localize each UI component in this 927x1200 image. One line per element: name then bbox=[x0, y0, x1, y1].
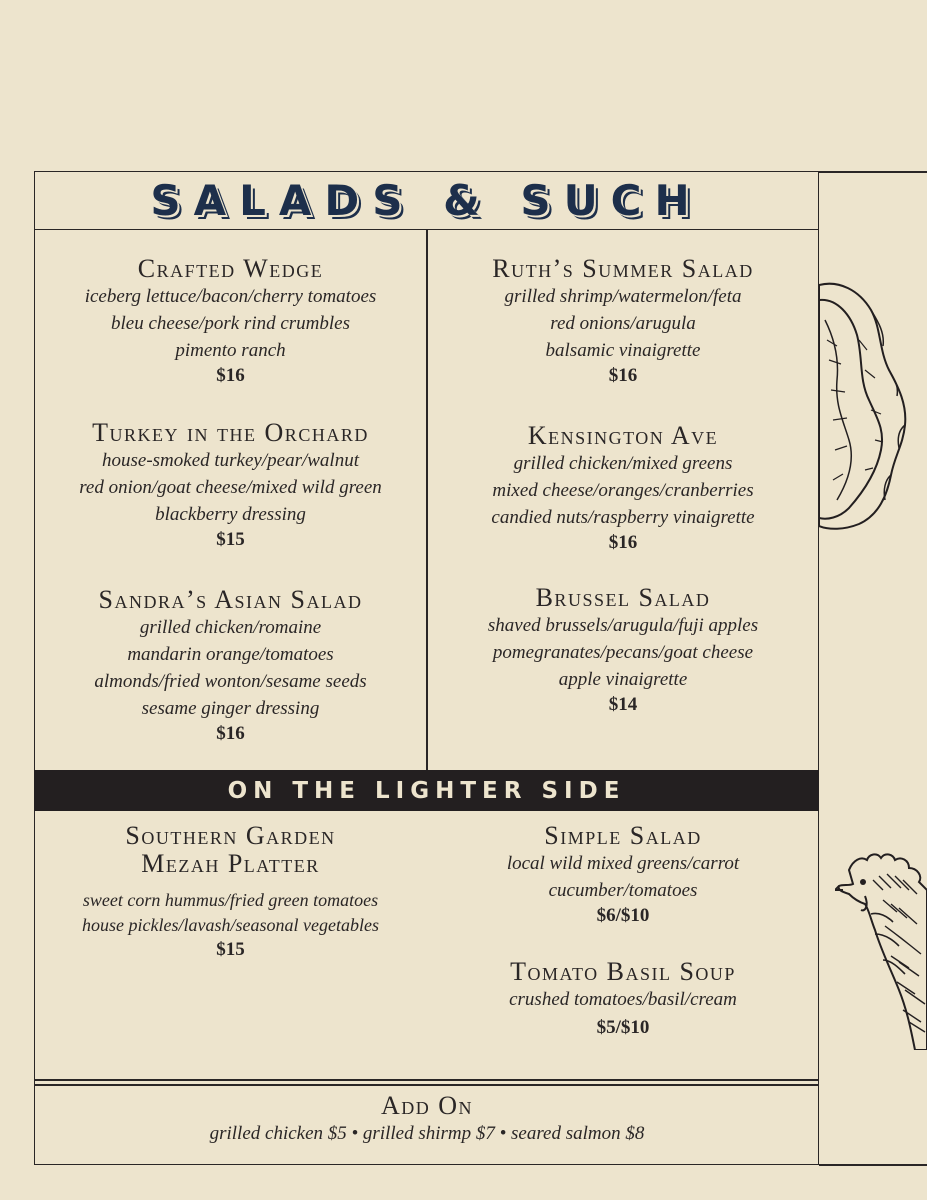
item-desc-line: crushed tomatoes/basil/cream bbox=[509, 989, 737, 1010]
add-on-title: Add On bbox=[380, 1091, 474, 1120]
item-name: Mezah Platter bbox=[141, 849, 320, 878]
item-price: $16 bbox=[216, 365, 245, 386]
item-name: Crafted Wedge bbox=[137, 254, 324, 283]
menu-item-crafted-wedge bbox=[35, 255, 426, 387]
item-price: $14 bbox=[608, 694, 638, 715]
item-desc-line: sweet corn hummus/fried green tomatoes bbox=[82, 890, 379, 910]
item-desc-line: balsamic vinaigrette bbox=[545, 340, 701, 361]
item-desc-line: candied nuts/raspberry vinaigrette bbox=[491, 507, 755, 528]
item-desc-line: pomegranates/pecans/goat cheese bbox=[492, 642, 754, 663]
item-desc-line: grilled chicken/romaine bbox=[139, 617, 322, 638]
item-name: Brussel Salad bbox=[535, 583, 711, 612]
add-on-line: grilled chicken $5 • grilled shirmp $7 • seared salmon $8 bbox=[209, 1123, 645, 1144]
item-desc-line: bleu cheese/pork rind crumbles bbox=[110, 313, 351, 334]
add-on-section bbox=[35, 1092, 819, 1148]
divider bbox=[819, 171, 927, 173]
item-name: Southern Garden bbox=[125, 821, 336, 850]
menu-item-simple-salad bbox=[428, 822, 818, 927]
item-desc-line: red onions/arugula bbox=[550, 313, 696, 334]
item-desc-line: pimento ranch bbox=[175, 340, 286, 361]
item-name: Sandra’s Asian Salad bbox=[98, 585, 363, 614]
item-desc-line: blackberry dressing bbox=[155, 504, 306, 525]
item-name: Turkey in the Orchard bbox=[92, 418, 369, 447]
menu-item-mezah-platter bbox=[35, 822, 426, 961]
item-desc-line: almonds/fried wonton/sesame seeds bbox=[94, 671, 367, 692]
item-price: $15 bbox=[216, 529, 245, 550]
lettuce-illustration bbox=[819, 280, 909, 532]
item-price: $16 bbox=[216, 723, 245, 744]
section-header-lighter-side bbox=[34, 770, 819, 811]
item-desc-line: sesame ginger dressing bbox=[141, 698, 320, 719]
menu-item-turkey-orchard bbox=[35, 419, 426, 551]
item-price: $5/$10 bbox=[596, 1017, 650, 1038]
item-name: Ruth’s Summer Salad bbox=[492, 254, 754, 283]
item-desc-line: cucumber/tomatoes bbox=[548, 880, 698, 901]
item-desc-line: shaved brussels/arugula/fuji apples bbox=[487, 615, 759, 636]
menu-item-sandras-asian-salad bbox=[35, 586, 426, 745]
item-price: $16 bbox=[608, 365, 638, 386]
section-title: ON THE LIGHTER SIDE bbox=[227, 777, 626, 804]
page-title: SALADS & SUCH bbox=[150, 176, 703, 225]
rooster-illustration bbox=[835, 850, 927, 1050]
item-price: $15 bbox=[216, 939, 245, 960]
item-desc-line: house pickles/lavash/seasonal vegetables bbox=[82, 915, 379, 935]
menu-item-tomato-basil-soup bbox=[428, 958, 818, 1039]
divider bbox=[34, 1084, 819, 1086]
item-desc-line: house-smoked turkey/pear/walnut bbox=[102, 450, 359, 471]
item-price: $16 bbox=[608, 532, 638, 553]
item-desc-line: mixed cheese/oranges/cranberries bbox=[492, 480, 754, 501]
item-desc-line: grilled shrimp/watermelon/feta bbox=[504, 286, 742, 307]
menu-item-brussel-salad bbox=[428, 584, 818, 716]
menu-item-kensington-ave bbox=[428, 422, 818, 554]
item-price: $6/$10 bbox=[596, 905, 650, 926]
section-header-salads bbox=[34, 172, 819, 230]
item-desc-line: apple vinaigrette bbox=[558, 669, 688, 690]
menu-item-ruths-summer-salad bbox=[428, 255, 818, 387]
item-desc-line: grilled chicken/mixed greens bbox=[513, 453, 733, 474]
item-name: Kensington Ave bbox=[527, 421, 719, 450]
item-desc-line: local wild mixed greens/carrot bbox=[506, 853, 740, 874]
item-name: Simple Salad bbox=[544, 821, 702, 850]
divider bbox=[34, 1079, 819, 1081]
item-desc-line: mandarin orange/tomatoes bbox=[127, 644, 334, 665]
item-name: Tomato Basil Soup bbox=[510, 957, 736, 986]
divider bbox=[819, 1164, 927, 1166]
item-desc-line: iceberg lettuce/bacon/cherry tomatoes bbox=[84, 286, 377, 307]
item-desc-line: red onion/goat cheese/mixed wild green bbox=[79, 477, 382, 498]
